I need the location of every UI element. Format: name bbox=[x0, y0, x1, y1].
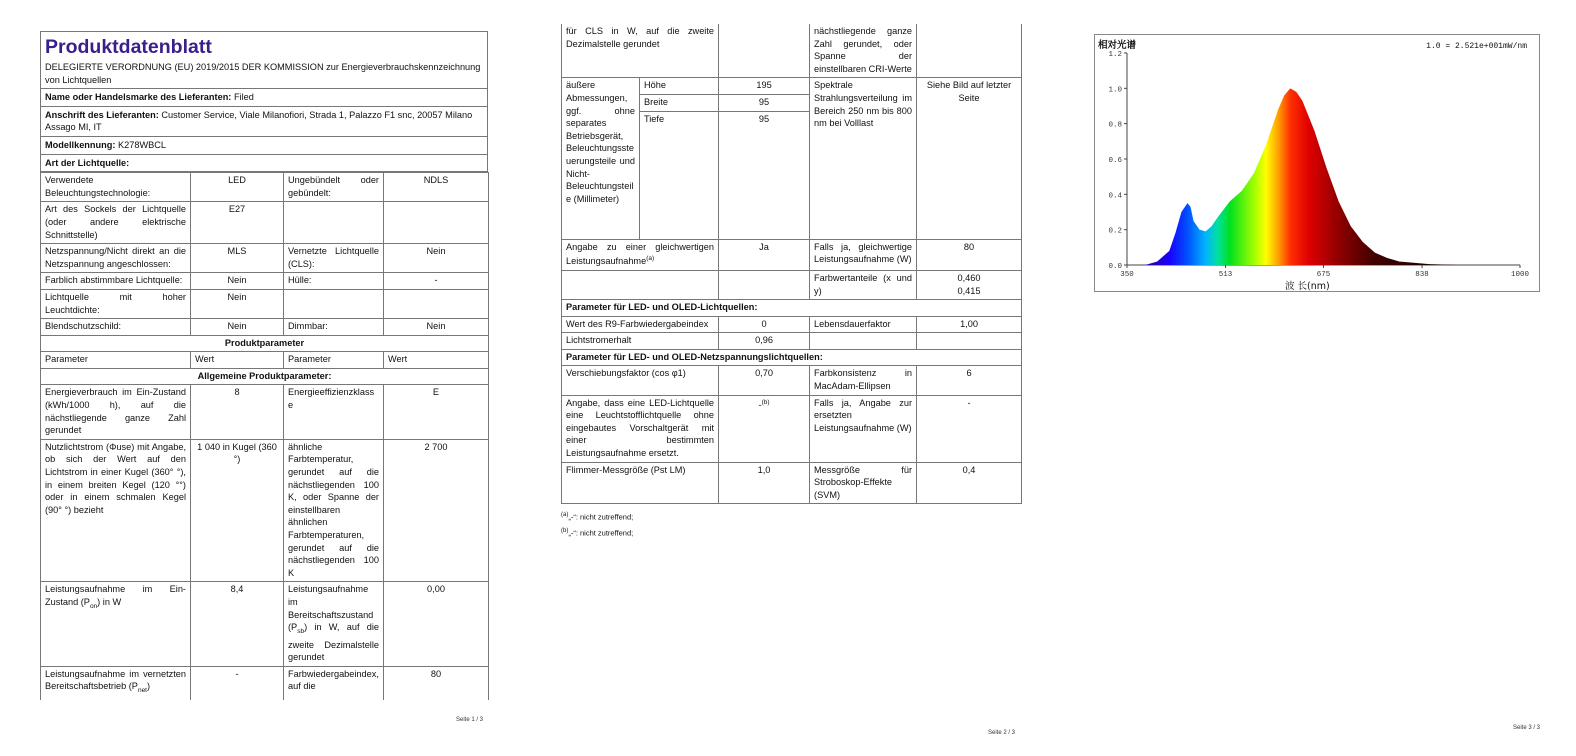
footnote-mark: (a) bbox=[561, 512, 569, 519]
page-2 bbox=[561, 0, 1021, 538]
y-tick-label: 0.4 bbox=[1108, 192, 1122, 201]
cell bbox=[810, 333, 917, 350]
page-number-1: Seite 1 / 3 bbox=[456, 717, 484, 723]
cell-text: ) bbox=[147, 681, 151, 692]
cell: 8 bbox=[191, 385, 284, 439]
spectral-value: Siehe Bild auf letzter Seite bbox=[917, 78, 1022, 239]
table-row bbox=[562, 239, 1022, 270]
cell-subscript: on bbox=[89, 602, 98, 610]
y-tick-label: 0.2 bbox=[1108, 227, 1122, 236]
x-tick-label: 513 bbox=[1218, 271, 1233, 279]
cell: Netzspannung/Nicht direkt an die Netzspannung angeschlossen: bbox=[41, 244, 191, 273]
cell: Energieverbrauch im Ein-Zustand (kWh/1000 h), auf die nächstliegende ganze Zahl gerundet bbox=[41, 385, 191, 439]
dimensions-label: äußere Abmessungen, ggf. ohne separates Betriebsgerät, Beleuchtungssteuerungsteile und Nicht-Beleuchtungsteile (Millimeter) bbox=[562, 78, 640, 239]
spectrum-chart bbox=[1094, 34, 1540, 292]
cell: Falls ja, gleichwertige Leistungsaufnahme (W) bbox=[810, 239, 917, 270]
cell: Falls ja, Angabe zur ersetzten Leistungsaufnahme (W) bbox=[810, 395, 917, 462]
table-row bbox=[562, 462, 1022, 504]
cell-text: - bbox=[758, 399, 762, 410]
chart-x-axis-label: 波 长(nm) bbox=[1285, 281, 1330, 292]
footnote-mark: (b) bbox=[561, 527, 569, 534]
x-tick-label: 838 bbox=[1415, 271, 1429, 279]
cell bbox=[284, 202, 384, 244]
table-row bbox=[41, 319, 489, 336]
cell: E bbox=[384, 385, 489, 439]
dimension-name: Tiefe bbox=[640, 111, 719, 127]
column-header: Parameter bbox=[41, 352, 191, 369]
page-title: Produktdatenblatt bbox=[45, 36, 212, 58]
cell: Nein bbox=[384, 244, 489, 273]
general-parameters-header: Allgemeine Produktparameter: bbox=[41, 368, 489, 385]
table-row bbox=[562, 78, 1022, 95]
column-header: Wert bbox=[191, 352, 284, 369]
cell: Art des Sockels der Lichtquelle (oder andere elektrische Schnittstelle) bbox=[41, 202, 191, 244]
dimension-value: 95 bbox=[719, 94, 810, 111]
model-row bbox=[40, 137, 488, 155]
cell: - bbox=[191, 666, 284, 700]
parameters-continued-table bbox=[561, 24, 1022, 504]
cell: - bbox=[384, 273, 489, 290]
cell: Lichtquelle mit hoher Leuchtdichte: bbox=[41, 289, 191, 318]
cell bbox=[284, 582, 384, 666]
cell: Vernetzte Lichtquelle (CLS): bbox=[284, 244, 384, 273]
cell: Nutzlichtstrom (Φuse) mit Angabe, ob sich der Wert auf den Lichtstrom in einer Kugel (360° °), in einem breiten Kegel (120 °°) oder in einem schmalen Kegel (90° °) bezieht bbox=[41, 439, 191, 582]
cell: Lichtstromerhalt bbox=[562, 333, 719, 350]
cell bbox=[384, 289, 489, 318]
cell: 8,4 bbox=[191, 582, 284, 666]
table-row bbox=[41, 385, 489, 439]
cell: 0,96 bbox=[719, 333, 810, 350]
cell: 6 bbox=[917, 366, 1022, 395]
supplier-value: Filed bbox=[233, 92, 254, 103]
cell: 1 040 in Kugel (360 °) bbox=[191, 439, 284, 582]
table-row bbox=[562, 395, 1022, 462]
page-number-2: Seite 2 / 3 bbox=[988, 730, 1016, 736]
cell: nächstliegende ganze Zahl gerundet, oder Spanne der einstellbaren CRI-Werte bbox=[810, 24, 917, 78]
cell: Ja bbox=[719, 239, 810, 270]
cell-text: Leistungsaufnahme im vernetzten Bereitschaftsbetrieb (P bbox=[45, 668, 186, 692]
cell: ähnliche Farbtemperatur, gerundet auf die nächstliegenden 100 K, oder Spanne der einstellbaren ähnlichen Farbtemperaturen, gerundet auf die nächstliegenden 100 K bbox=[284, 439, 384, 582]
table-row bbox=[41, 666, 489, 700]
cell: LED bbox=[191, 173, 284, 202]
dimension-value: 195 bbox=[719, 78, 810, 95]
y-tick-label: 1.2 bbox=[1108, 51, 1122, 59]
table-row bbox=[41, 202, 489, 244]
table-section-header bbox=[41, 335, 489, 352]
cell-subscript: net bbox=[137, 687, 147, 695]
chart-reference-note: 1.0 = 2.521e+001mW/nm bbox=[1426, 42, 1527, 51]
cell bbox=[719, 395, 810, 462]
chroma-x: 0,460 bbox=[957, 272, 981, 283]
cell bbox=[41, 582, 191, 666]
cell: 80 bbox=[917, 239, 1022, 270]
cell: MLS bbox=[191, 244, 284, 273]
product-parameters-header: Produktparameter bbox=[41, 335, 489, 352]
cell: Hülle: bbox=[284, 273, 384, 290]
column-header: Wert bbox=[384, 352, 489, 369]
cell: Farbwiedergabeindex, auf die bbox=[284, 666, 384, 700]
dimension-name: Höhe bbox=[640, 78, 719, 95]
cell bbox=[284, 289, 384, 318]
cell: 0,4 bbox=[917, 462, 1022, 504]
cell bbox=[917, 270, 1022, 299]
supplier-label: Name oder Handelsmarke des Lieferanten: bbox=[45, 92, 232, 103]
table-row bbox=[562, 366, 1022, 395]
cell-text: Leistungsaufnahme im Ein-Zustand (P bbox=[45, 584, 186, 607]
table-section-header bbox=[562, 300, 1022, 317]
cell bbox=[917, 333, 1022, 350]
table-row bbox=[562, 333, 1022, 350]
cell bbox=[719, 270, 810, 299]
footnote-mark: (b) bbox=[761, 398, 770, 406]
x-tick-label: 675 bbox=[1316, 271, 1331, 279]
cell: 2 700 bbox=[384, 439, 489, 582]
cell: Farblich abstimmbare Lichtquelle: bbox=[41, 273, 191, 290]
dimension-name: Breite bbox=[640, 94, 719, 111]
cell: 1,0 bbox=[719, 462, 810, 504]
cell: 80 bbox=[384, 666, 489, 700]
cell-text: ) in W, auf die zweite Dezimalstelle gerundet bbox=[288, 622, 379, 663]
cell: Wert des R9-Farbwiedergabeindex bbox=[562, 316, 719, 333]
cell-text: Angabe zu einer gleichwertigen Leistungsaufnahme bbox=[566, 241, 715, 267]
address-label: Anschrift des Lieferanten: bbox=[45, 109, 159, 120]
table-row bbox=[41, 244, 489, 273]
footnote-b bbox=[561, 526, 1021, 539]
cell bbox=[640, 127, 719, 239]
spectrum-area bbox=[1127, 88, 1520, 265]
table-row bbox=[562, 270, 1022, 299]
page-1 bbox=[40, 0, 488, 700]
cell bbox=[719, 127, 810, 239]
cell bbox=[917, 24, 1022, 78]
cell: E27 bbox=[191, 202, 284, 244]
cell bbox=[384, 202, 489, 244]
cell: Nein bbox=[191, 319, 284, 336]
y-tick-label: 0.8 bbox=[1108, 121, 1122, 130]
cell-subscript: sb bbox=[297, 627, 305, 635]
cell-text: ) in W bbox=[97, 596, 122, 607]
cell: Lebensdauerfaktor bbox=[810, 316, 917, 333]
model-label: Modellkennung: bbox=[45, 139, 116, 150]
cell: NDLS bbox=[384, 173, 489, 202]
table-row bbox=[41, 439, 489, 582]
cell bbox=[562, 239, 719, 270]
cell: 0,70 bbox=[719, 366, 810, 395]
table-section-header bbox=[41, 368, 489, 385]
cell: Blendschutzschild: bbox=[41, 319, 191, 336]
datasheet-header bbox=[40, 31, 488, 89]
dimension-value: 95 bbox=[719, 111, 810, 127]
cell: Verschiebungsfaktor (cos φ1) bbox=[562, 366, 719, 395]
page-number-3: Seite 3 / 3 bbox=[1513, 725, 1541, 731]
model-value: K278WBCL bbox=[118, 139, 167, 150]
regulation-subtitle: DELEGIERTE VERORDNUNG (EU) 2019/2015 DER KOMMISSION zur Energieverbrauchskennzeichnung von Lichtquellen bbox=[45, 62, 481, 85]
chart-y-axis-label: 相对光谱 bbox=[1098, 40, 1137, 51]
cell: Farbkonsistenz in MacAdam-Ellipsen bbox=[810, 366, 917, 395]
table-row bbox=[41, 173, 489, 202]
mains-parameters-header: Parameter für LED- und OLED-Netzspannungslichtquellen: bbox=[562, 349, 1022, 366]
column-header: Parameter bbox=[284, 352, 384, 369]
table-section-header bbox=[562, 349, 1022, 366]
x-tick-label: 1000 bbox=[1510, 271, 1530, 279]
table-row bbox=[41, 582, 489, 666]
cell bbox=[719, 24, 810, 78]
spectral-label: Spektrale Strahlungsverteilung im Bereich 250 nm bis 800 nm bei Volllast bbox=[810, 78, 917, 239]
cell: - bbox=[917, 395, 1022, 462]
y-tick-label: 0.6 bbox=[1108, 157, 1122, 165]
footnote-text: „-“: nicht zutreffend; bbox=[568, 512, 634, 522]
cell: Messgröße für Stroboskop-Effekte (SVM) bbox=[810, 462, 917, 504]
cell: Farbwertanteile (x und y) bbox=[810, 270, 917, 299]
cell: Ungebündelt oder gebündelt: bbox=[284, 173, 384, 202]
cell: Energieeffizienzklasse bbox=[284, 385, 384, 439]
table-row bbox=[562, 24, 1022, 78]
cell bbox=[562, 270, 719, 299]
led-parameters-header: Parameter für LED- und OLED-Lichtquellen: bbox=[562, 300, 1022, 317]
cell: Dimmbar: bbox=[284, 319, 384, 336]
light-source-table bbox=[40, 172, 489, 700]
footnote-a bbox=[561, 510, 1021, 523]
table-row bbox=[41, 273, 489, 290]
y-tick-label: 0.0 bbox=[1108, 263, 1122, 271]
table-row bbox=[562, 316, 1022, 333]
table-row bbox=[41, 289, 489, 318]
footnote-text: „-“: nicht zutreffend; bbox=[568, 528, 634, 538]
cell-text: Leistungsaufnahme im Bereitschaftszustand (P bbox=[288, 584, 374, 633]
cell: 1,00 bbox=[917, 316, 1022, 333]
address-row bbox=[40, 107, 488, 137]
cell: Nein bbox=[191, 289, 284, 318]
footnote-mark: (a) bbox=[646, 255, 655, 263]
spectrum-plot bbox=[1095, 35, 1539, 291]
supplier-row bbox=[40, 89, 488, 107]
light-source-type-header: Art der Lichtquelle: bbox=[40, 155, 488, 173]
x-tick-label: 350 bbox=[1120, 271, 1134, 279]
table-column-headers bbox=[41, 352, 489, 369]
cell: für CLS in W, auf die zweite Dezimalstelle gerundet bbox=[562, 24, 719, 78]
y-tick-label: 1.0 bbox=[1108, 86, 1122, 95]
cell: Nein bbox=[191, 273, 284, 290]
cell: 0,00 bbox=[384, 582, 489, 666]
cell bbox=[41, 666, 191, 700]
address-value: Customer Service, Viale Milanofiori, Strada 1, Palazzo F1 snc, 20057 Milano Assago MI, IT bbox=[45, 109, 473, 133]
cell: Angabe, dass eine LED-Lichtquelle eine Leuchtstofflichtquelle ohne eingebautes Vorschaltgerät mit einer bestimmten Leistungsaufnahme ersetzt. bbox=[562, 395, 719, 462]
cell: Nein bbox=[384, 319, 489, 336]
cell: 0 bbox=[719, 316, 810, 333]
cell: Verwendete Beleuchtungstechnologie: bbox=[41, 173, 191, 202]
cell: Flimmer-Messgröße (Pst LM) bbox=[562, 462, 719, 504]
chroma-y: 0,415 bbox=[957, 285, 981, 296]
